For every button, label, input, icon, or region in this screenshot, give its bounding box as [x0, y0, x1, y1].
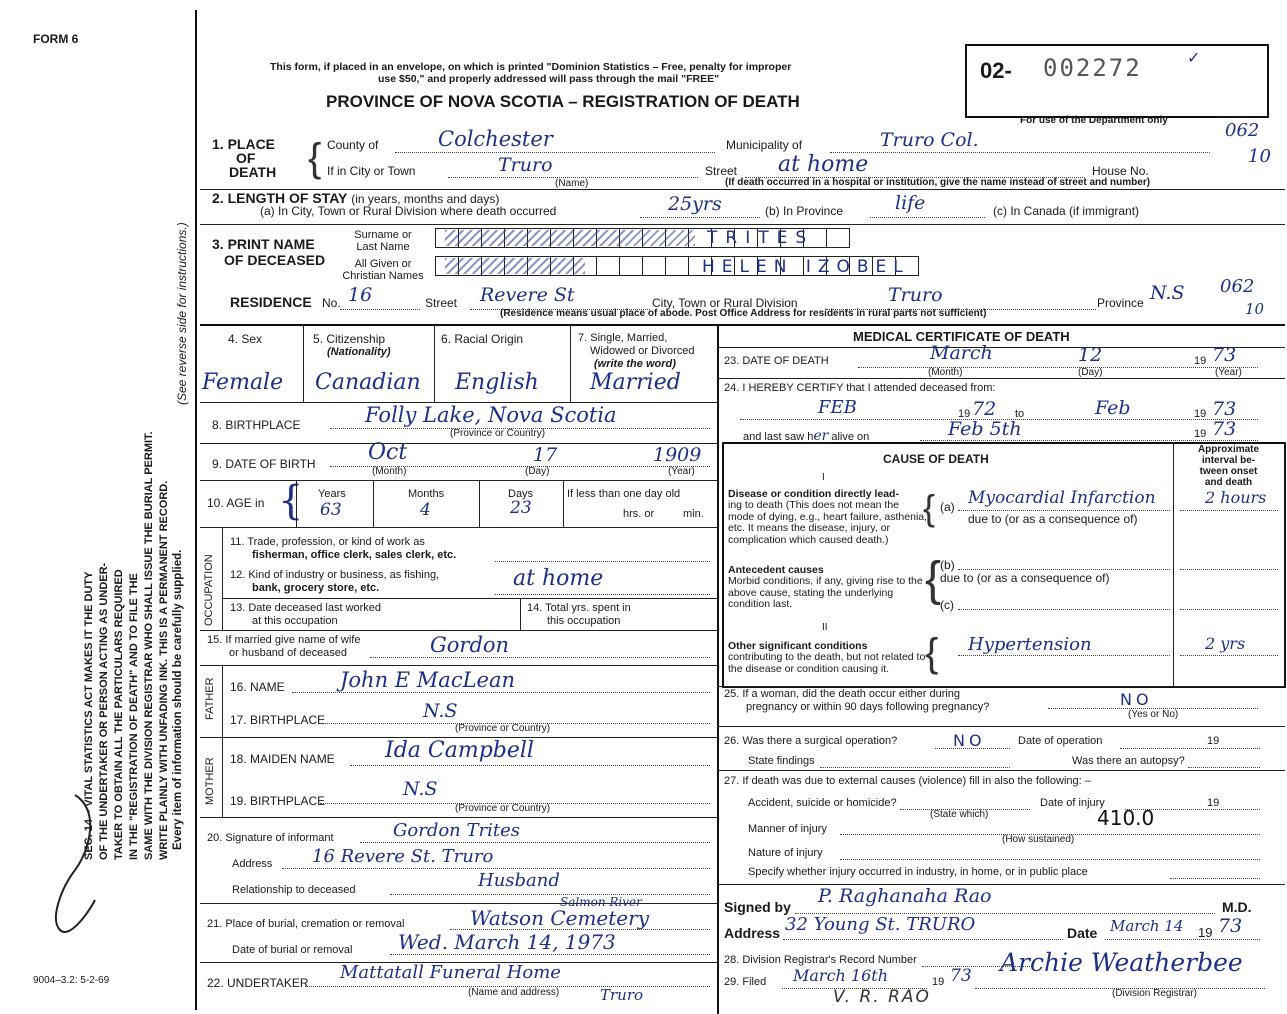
death-year: 73	[1212, 344, 1237, 366]
filed-year-prefix: 19	[932, 976, 945, 988]
cause-a-value: Myocardial Infarction	[968, 488, 1156, 508]
q23-label: 23. DATE OF DEATH	[724, 355, 829, 367]
sign-date-label: Date	[1067, 925, 1098, 941]
cause-b-label: (b)	[940, 558, 955, 572]
residence-no: 16	[348, 284, 373, 306]
street-value: at home	[778, 152, 869, 177]
other-text: contributing to the death, but not related to the disease or condition causing it.	[728, 651, 926, 675]
label-line: 14. Total yrs. spent in	[527, 602, 631, 614]
residence-street-label: Street	[425, 296, 458, 310]
municipality-label: Municipality of	[726, 138, 803, 152]
label-line: Christian Names	[342, 270, 424, 282]
sign-date: March 14	[1110, 917, 1184, 935]
q21-label: 21. Place of burial, cremation or removal	[207, 918, 405, 930]
nature-label: Nature of injury	[748, 847, 823, 859]
manner-label: Manner of injury	[748, 823, 827, 835]
q26-value: NO	[953, 731, 986, 750]
label-line: Surname or	[354, 229, 412, 241]
burial-place: Watson Cemetery	[470, 906, 649, 930]
municipality-value: Truro Col.	[880, 129, 979, 151]
q28-label: 28. Division Registrar's Record Number	[724, 954, 917, 966]
other-label: Other significant conditions	[728, 640, 868, 652]
code-house: 10	[1248, 146, 1271, 167]
print-name-label	[212, 236, 325, 268]
registrar-caption: (Division Registrar)	[1112, 988, 1198, 999]
label-line: 1. PLACE	[212, 136, 276, 152]
sign-year: 73	[1218, 915, 1243, 937]
cause-c-label: (c)	[940, 598, 954, 612]
mail-notice-2: use $50," and properly addressed will pass through the mail "FREE"	[378, 73, 720, 85]
label-line: Last Name	[356, 241, 410, 253]
label-line: this occupation	[547, 615, 621, 627]
father-birthplace: N.S	[423, 700, 458, 722]
dob-day: 17	[533, 444, 558, 466]
stay-c-label: (c) In Canada (if immigrant)	[993, 204, 1140, 218]
accident-label: Accident, suicide or homicide?	[748, 797, 897, 809]
birthplace-value: Folly Lake, Nova Scotia	[365, 403, 617, 427]
disease-label: Disease or condition directly lead-	[728, 488, 899, 500]
instr-line: SAME WITH THE DIVISION REGISTRAR WHO SHALL ISSUE THE BURIAL PERMIT.	[143, 431, 155, 860]
q16-label: 16. NAME	[230, 680, 285, 694]
filed-date: March 16th	[793, 966, 889, 985]
roman-one: I	[822, 472, 825, 483]
days-label: Days	[508, 488, 534, 500]
instr-line: IN THE "REGISTRATION OF DEATH" AND TO FILE THE	[128, 573, 140, 860]
q12	[230, 569, 439, 595]
death-month: March	[930, 342, 993, 364]
occupation-section: OCCUPATION	[203, 554, 215, 626]
informant-address: 16 Revere St. Truro	[312, 846, 494, 867]
burial-date: Wed. March 14, 1973	[398, 930, 616, 954]
injury-date-label: Date of injury	[1040, 797, 1105, 809]
label-line: Approximate	[1197, 444, 1260, 455]
code-municipality: 062	[1225, 120, 1260, 141]
stay-a-value: 25yrs	[668, 193, 722, 215]
city-label: If in City or Town	[327, 164, 416, 178]
citizenship-label: 5. Citizenship	[313, 332, 386, 346]
label-line: OF DECEASED	[224, 252, 326, 268]
label-line: (write the word)	[594, 358, 676, 370]
label-line: 15. If married give name of wife	[207, 634, 361, 646]
scribbled-out	[445, 258, 585, 274]
months-label: Months	[408, 488, 445, 500]
label-line: at this occupation	[252, 615, 338, 627]
antecedent-label: Antecedent causes	[728, 564, 824, 576]
residence-city: Truro	[888, 284, 943, 306]
state-findings: State findings	[748, 755, 815, 767]
q22-label: 22. UNDERTAKER	[207, 976, 309, 990]
manner-code: 410.0	[1097, 806, 1155, 830]
md-label: M.D.	[1222, 899, 1252, 915]
label-line: 12. Kind of industry or business, as fishing,	[230, 569, 440, 581]
residence-no-label: No.	[322, 296, 341, 310]
hrs-label: hrs. or	[623, 508, 655, 520]
residence-label: RESIDENCE	[230, 294, 312, 310]
alive-on-text: alive on	[831, 431, 870, 443]
form-title: PROVINCE OF NOVA SCOTIA – REGISTRATION OF DEATH	[326, 92, 800, 111]
day-caption: (Day)	[525, 466, 550, 477]
age-days: 23	[510, 498, 532, 518]
length-of-stay-title: 2. LENGTH OF STAY	[212, 190, 348, 206]
racial-label: 6. Racial Origin	[441, 332, 524, 346]
day-caption-2: (Day)	[1078, 367, 1103, 378]
house-label: House No.	[1092, 164, 1149, 178]
citizenship-value: Canadian	[315, 370, 421, 395]
marital-label	[578, 332, 695, 371]
occupation-value: at home	[513, 566, 604, 591]
form-label: FORM 6	[33, 32, 79, 46]
surname-label	[333, 229, 433, 253]
length-of-stay-note: (in years, months and days)	[351, 192, 500, 206]
relationship-value: Husband	[478, 870, 560, 891]
reg-prefix: 02-	[980, 58, 1012, 83]
q29-label: 29. Filed	[724, 976, 767, 988]
q26-label: 26. Was there a surgical operation?	[724, 735, 898, 747]
margin-mark	[40, 790, 110, 940]
residence-code-a: 062	[1220, 276, 1255, 297]
last-year-prefix: 19	[1194, 428, 1207, 440]
from-year: 72	[972, 398, 997, 420]
mother-section: MOTHER	[204, 757, 216, 805]
label-line: 25. If a woman, did the death occur either during	[724, 688, 961, 700]
min-label: min.	[683, 508, 704, 520]
label-line: All Given or	[354, 258, 412, 270]
residence-note: (Residence means usual place of abode. Post Office Address for residents in rural parts not sufficient)	[500, 308, 987, 319]
disease-text: ing to death (This does not mean the mode of dying, e.g., heart failure, asthenia, etc. It means the disease, injury, or complication which caused death.)	[728, 499, 928, 546]
sex-value: Female	[202, 370, 284, 395]
label-line: 3. PRINT NAME	[212, 236, 315, 252]
years-label: Years	[318, 488, 346, 500]
surname-value: TRITES	[707, 228, 815, 248]
birthplace-caption: (Province or Country)	[450, 428, 546, 439]
q27-label: 27. If death was due to external causes (violence) fill in also the following: –	[724, 775, 1091, 787]
op-date-label: Date of operation	[1018, 735, 1103, 747]
cause-a-label: (a)	[940, 500, 955, 514]
sex-label: 4. Sex	[228, 332, 263, 346]
label-line: OF	[236, 150, 256, 166]
given-value: HELEN IZOBEL	[702, 257, 910, 277]
burial-date-label: Date of burial or removal	[232, 944, 353, 956]
form-code: 9004–3.2: 5-2-69	[33, 975, 110, 986]
age-label: 10. AGE in	[207, 496, 265, 510]
q11	[230, 536, 456, 562]
cause-header: CAUSE OF DEATH	[883, 452, 989, 466]
antecedent-text: Morbid conditions, if any, giving rise to the above cause, stating the underlying condition last.	[728, 575, 923, 610]
dob-month: Oct	[368, 440, 408, 465]
label-line: tween onset	[1199, 466, 1258, 477]
physician-print-name: V. R. RAO	[833, 987, 931, 1007]
mother-birthplace: N.S	[403, 778, 438, 800]
month-caption: (Month)	[372, 466, 407, 477]
death-year-prefix: 19	[1194, 355, 1207, 367]
last-saw-text: and last saw h	[743, 431, 814, 443]
q19-label: 19. BIRTHPLACE	[230, 794, 326, 808]
marital-value: Married	[590, 370, 681, 395]
check-mark: ✓	[1187, 50, 1201, 67]
age-months: 4	[420, 500, 431, 520]
q18-label: 18. MAIDEN NAME	[230, 752, 335, 766]
mother-name: Ida Campbell	[385, 738, 534, 763]
to-year-prefix: 19	[1194, 408, 1207, 420]
autopsy-label: Was there an autopsy?	[1072, 755, 1185, 767]
roman-two: II	[822, 622, 828, 633]
registrar-signature: Archie Weatherbee	[1000, 948, 1243, 977]
q17-label: 17. BIRTHPLACE	[230, 713, 326, 727]
note-careful: Every item of information should be carefully supplied.	[172, 549, 184, 850]
given-label	[333, 258, 433, 282]
cause-a-interval: 2 hours	[1205, 488, 1267, 507]
to-label: to	[1015, 408, 1025, 420]
how-sustained: (How sustained)	[1002, 834, 1075, 845]
father-section: FATHER	[204, 677, 216, 720]
death-day: 12	[1078, 344, 1103, 366]
due-to-b: due to (or as a consequence of)	[940, 571, 1110, 585]
instr-line: SEC. 14 – VITAL STATISTICS ACT MAKES IT THE DUTY	[83, 571, 95, 860]
residence-code-b: 10	[1245, 300, 1265, 318]
reg-number: 002272	[1043, 54, 1142, 82]
residence-province-label: Province	[1097, 296, 1144, 310]
place-of-death-label	[212, 137, 276, 179]
last-saw-pronoun: er	[813, 428, 829, 444]
attend-to: Feb	[1095, 397, 1131, 419]
citizenship-note: (Nationality)	[327, 346, 391, 358]
q25-value: NO	[1120, 690, 1153, 709]
other-interval: 2 yrs	[1205, 634, 1246, 653]
q15	[207, 634, 360, 660]
instr-line: OF THE UNDERTAKER OR PERSON ACTING AS UNDER-	[98, 562, 110, 860]
instr-line: TAKER TO OBTAIN ALL THE PARTICULARS REQUIRED	[113, 569, 125, 860]
hospital-note: (If death occurred in a hospital or institution, give the name instead of street and number)	[725, 177, 1151, 188]
residence-street: Revere St	[480, 284, 575, 306]
interval-header	[1176, 444, 1281, 488]
label-line: fisherman, office clerk, sales clerk, etc.	[252, 549, 457, 561]
physician-signature: P. Raghanaha Rao	[818, 885, 992, 907]
mail-notice-1: This form, if placed in an envelope, on which is printed "Dominion Statistics – Free, penalty for improper	[270, 61, 792, 73]
due-to-a: due to (or as a consequence of)	[968, 512, 1138, 526]
physician-address: 32 Young St. TRURO	[785, 914, 976, 935]
year-caption-2: (Year)	[1215, 367, 1242, 378]
label-line: 11. Trade, profession, or kind of work as	[230, 536, 425, 548]
residence-city-label: City, Town or Rural Division	[652, 296, 798, 310]
op-year-prefix: 19	[1207, 735, 1220, 747]
undertaker-caption: (Name and address)	[468, 987, 560, 998]
q24-label: 24. I HEREBY CERTIFY that I attended deceased from:	[724, 382, 996, 394]
last-year: 73	[1212, 418, 1237, 440]
q13	[230, 602, 381, 628]
relationship-label: Relationship to deceased	[232, 884, 356, 896]
injury-year-prefix: 19	[1207, 797, 1220, 809]
sign-year-prefix: 19	[1198, 925, 1213, 940]
month-caption-2: (Month)	[928, 367, 963, 378]
label-line: pregnancy or within 90 days following pregnancy?	[746, 701, 990, 713]
dob-year: 1909	[653, 444, 702, 466]
note-reverse: (See reverse side for instructions.)	[175, 222, 189, 405]
street-label: Street	[705, 164, 738, 178]
physician-address-label: Address	[724, 925, 781, 941]
label-line: bank, grocery store, etc.	[252, 582, 380, 594]
label-line: 13. Date deceased last worked	[230, 602, 382, 614]
label-line: 7. Single, Married,	[578, 332, 668, 344]
state-which: (State which)	[930, 809, 989, 820]
stay-b-value: life	[895, 192, 926, 214]
from-year-prefix: 19	[958, 408, 971, 420]
registration-number-box	[965, 44, 1269, 118]
county-value: Colchester	[438, 127, 553, 151]
mother-birthplace-caption: (Province or Country)	[455, 803, 551, 814]
year-caption: (Year)	[668, 466, 695, 477]
informant-signature: Gordon Trites	[393, 820, 520, 841]
label-line: Widowed or Divorced	[590, 345, 695, 357]
stay-b-label: (b) In Province	[765, 204, 844, 218]
undertaker-value: Mattatall Funeral Home	[340, 962, 561, 983]
age-years: 63	[320, 500, 342, 520]
q14	[527, 602, 631, 628]
dob-label: 9. DATE OF BIRTH	[212, 457, 316, 471]
instr-line: WRITE PLAINLY WITH UNFADING INK. THIS IS A PERMANENT RECORD.	[158, 480, 170, 860]
informant-address-label: Address	[232, 858, 273, 870]
q20-label: 20. Signature of informant	[207, 832, 334, 844]
racial-value: English	[455, 370, 539, 395]
filed-year: 73	[950, 966, 972, 986]
stay-a-label: (a) In City, Town or Rural Division where death occurred	[260, 204, 557, 218]
medical-header: MEDICAL CERTIFICATE OF DEATH	[853, 329, 1070, 344]
yesno-caption: (Yes or No)	[1128, 709, 1179, 720]
scribbled-out	[445, 230, 695, 246]
name-caption: (Name)	[555, 178, 589, 189]
specify-label: Specify whether injury occurred in industry, in home, or in public place	[748, 866, 1088, 878]
label-line: interval be-	[1201, 455, 1256, 466]
county-label: County of	[327, 138, 379, 152]
father-birthplace-caption: (Province or Country)	[455, 723, 551, 734]
signed-by-label: Signed by	[724, 899, 791, 915]
to-year: 73	[1212, 398, 1237, 420]
city-value: Truro	[498, 154, 553, 176]
attend-from: FEB	[818, 397, 857, 418]
spouse-value: Gordon	[430, 633, 510, 657]
q25-label	[724, 688, 989, 714]
undertaker-town: Truro	[600, 986, 644, 1004]
last-saw-date: Feb 5th	[948, 418, 1022, 440]
birthplace-label: 8. BIRTHPLACE	[212, 418, 301, 432]
label-line: DEATH	[229, 164, 277, 180]
father-name: John E MacLean	[340, 668, 515, 692]
other-cause: Hypertension	[968, 634, 1092, 655]
label-line: or husband of deceased	[229, 647, 348, 659]
label-line: and death	[1204, 477, 1253, 488]
residence-province: N.S	[1150, 282, 1185, 304]
burial-note: Salmon River	[560, 895, 642, 909]
dept-note: For use of the Department only	[1020, 115, 1168, 126]
less-day-label: If less than one day old	[567, 488, 681, 500]
